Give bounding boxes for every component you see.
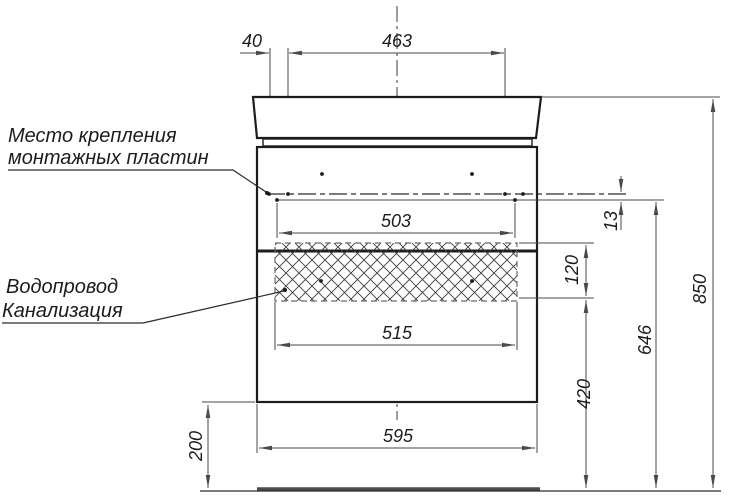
countertop (253, 97, 541, 138)
plumbing-note-line1: Водопровод (6, 276, 119, 298)
dim-label-120: 120 (562, 254, 582, 286)
dimension-13 (601, 176, 621, 231)
plumbing-note (2, 276, 287, 323)
dimension-200 (186, 402, 255, 488)
plumbing-note-line2: Канализация (2, 300, 123, 322)
mounting-note-line2: монтажных пластин (8, 147, 209, 169)
dim-label-200: 200 (186, 430, 206, 462)
dimension-463 (289, 31, 504, 53)
dim-label-463: 463 (381, 31, 413, 51)
dimension-850 (690, 99, 713, 488)
mounting-note-leader-line (8, 170, 266, 192)
dim-label-850: 850 (690, 273, 710, 305)
dim-label-13: 13 (601, 210, 621, 232)
dim-label-420: 420 (574, 378, 594, 410)
dimension-646 (635, 202, 656, 488)
countertop-lip (263, 139, 532, 146)
mounting-note-line1: Место крепления (8, 125, 177, 147)
dim-label-595: 595 (382, 426, 414, 446)
mounting-plates-note (8, 125, 269, 195)
dim-label-40: 40 (241, 31, 263, 51)
dimension-420 (574, 300, 594, 488)
dim-label-646: 646 (635, 324, 655, 356)
floor-line (200, 489, 721, 491)
dim-label-515: 515 (381, 323, 413, 343)
dim-label-503: 503 (380, 211, 412, 231)
plumbing-zone-hatch (275, 243, 517, 301)
dimension-40 (240, 31, 269, 53)
